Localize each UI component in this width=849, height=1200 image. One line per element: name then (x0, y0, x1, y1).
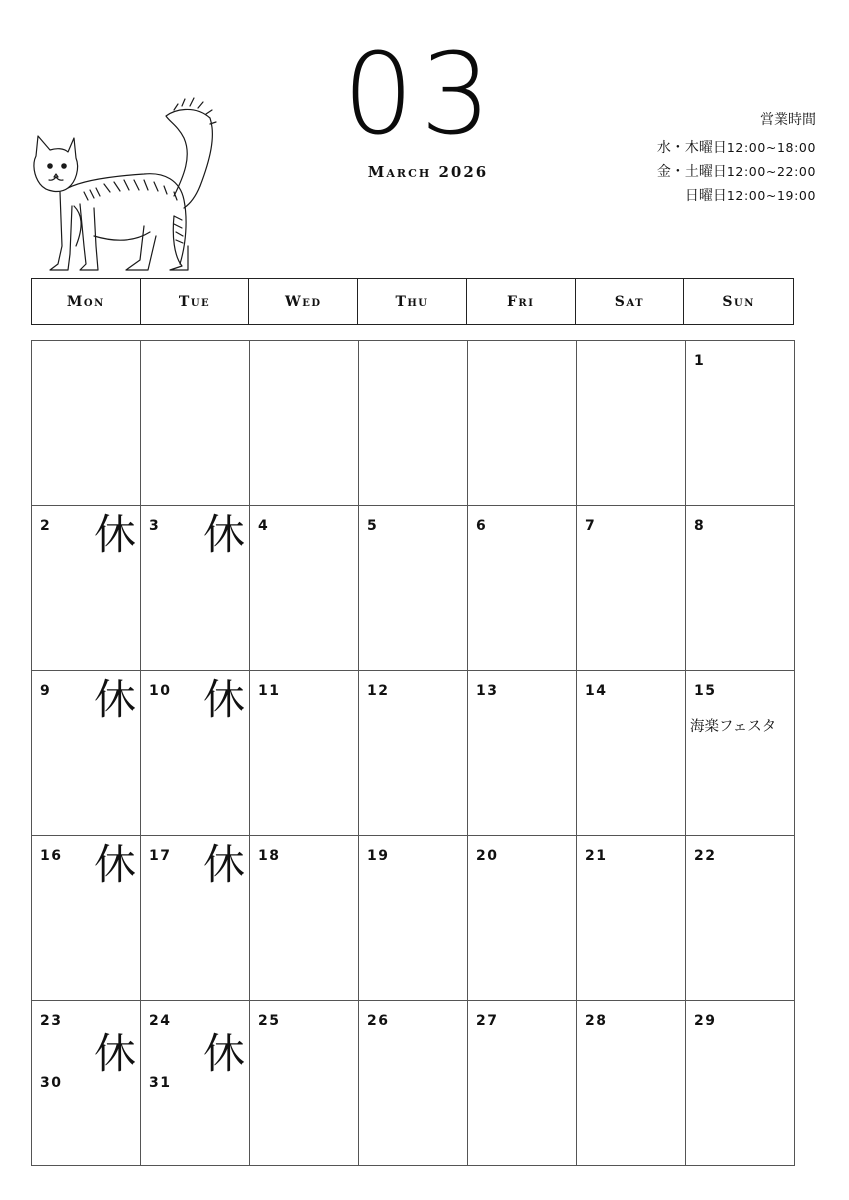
calendar-day-cell (359, 671, 468, 836)
weekday-header (31, 278, 794, 325)
calendar-day-cell (686, 506, 795, 671)
weekday-wed: Wed (249, 279, 358, 324)
hours-time: 12:00~19:00 (726, 188, 816, 203)
business-hours (556, 110, 816, 208)
weekday-mon: Mon (32, 279, 141, 324)
day-number: 10 (149, 683, 172, 699)
day-number: 6 (476, 518, 488, 534)
hours-time: 12:00~22:00 (726, 164, 816, 179)
calendar-day-cell (250, 506, 359, 671)
weekday-sat: Sat (576, 279, 685, 324)
weekday-sun: Sun (722, 293, 755, 310)
day-number: 28 (585, 1013, 608, 1029)
calendar-day-cell (686, 341, 795, 506)
day-number: 16 (40, 848, 63, 864)
closed-day-mark: 休 (93, 675, 136, 724)
day-number: 19 (367, 848, 390, 864)
day-number: 29 (694, 1013, 717, 1029)
calendar-grid (31, 340, 795, 1166)
business-hours-title: 営業時間 (760, 112, 816, 128)
hours-days: 日曜日 (684, 188, 727, 204)
calendar-day-cell (359, 341, 468, 506)
day-number: 22 (694, 848, 717, 864)
day-number: 27 (476, 1013, 499, 1029)
day-number: 20 (476, 848, 499, 864)
calendar-day-cell (686, 836, 795, 1001)
day-number: 26 (367, 1013, 390, 1029)
calendar-day-cell (577, 341, 686, 506)
hours-time: 12:00~18:00 (726, 140, 816, 155)
closed-day-mark: 休 (93, 840, 136, 889)
business-hours-row (556, 136, 816, 160)
calendar-day-cell (32, 1001, 141, 1166)
day-number: 11 (258, 683, 281, 699)
calendar-day-cell (577, 671, 686, 836)
calendar-day-cell (468, 341, 577, 506)
closed-day-mark: 休 (202, 1029, 245, 1078)
closed-day-mark: 休 (202, 840, 245, 889)
day-number: 14 (585, 683, 608, 699)
day-number: 4 (258, 518, 270, 534)
month-number: 03 (342, 30, 498, 160)
calendar-day-cell (141, 341, 250, 506)
closed-day-mark: 休 (202, 510, 245, 559)
day-number: 17 (149, 848, 172, 864)
calendar-day-cell (32, 836, 141, 1001)
weekday-fri: Fri (467, 279, 576, 324)
hours-days: 金・土曜日 (656, 164, 727, 180)
calendar-day-cell (141, 671, 250, 836)
day-number: 15 (694, 683, 717, 699)
day-number: 18 (258, 848, 281, 864)
day-number-secondary: 31 (149, 1075, 172, 1091)
calendar-day-cell (32, 506, 141, 671)
day-number: 24 (149, 1013, 172, 1029)
day-number: 13 (476, 683, 499, 699)
calendar-day-cell (250, 671, 359, 836)
closed-day-mark: 休 (93, 510, 136, 559)
calendar-day-cell (686, 671, 795, 836)
calendar-day-cell (577, 1001, 686, 1166)
calendar-day-cell (468, 836, 577, 1001)
calendar-day-cell (359, 506, 468, 671)
day-number: 23 (40, 1013, 63, 1029)
calendar-day-cell (468, 671, 577, 836)
calendar-day-cell (141, 1001, 250, 1166)
calendar-day-cell (141, 836, 250, 1001)
day-number: 2 (40, 518, 52, 534)
calendar-day-cell (32, 341, 141, 506)
calendar-day-cell (359, 836, 468, 1001)
event-label: 海楽フェスタ (690, 719, 777, 735)
day-number: 8 (694, 518, 706, 534)
day-number-secondary: 30 (40, 1075, 63, 1091)
calendar-day-cell (141, 506, 250, 671)
day-number: 1 (694, 353, 706, 369)
weekday-tue: Tue (141, 279, 250, 324)
calendar-day-cell (32, 671, 141, 836)
business-hours-row (556, 160, 816, 184)
day-number: 5 (367, 518, 379, 534)
day-number: 12 (367, 683, 390, 699)
calendar-day-cell (686, 1001, 795, 1166)
calendar-day-cell (577, 506, 686, 671)
calendar-day-cell (250, 836, 359, 1001)
calendar-day-cell (250, 341, 359, 506)
weekday-thu: Thu (358, 279, 467, 324)
hours-days: 水・木曜日 (656, 140, 727, 156)
month-label: March 2026 (367, 163, 489, 181)
day-number: 25 (258, 1013, 281, 1029)
calendar-day-cell (577, 836, 686, 1001)
business-hours-row (556, 184, 816, 208)
day-number: 3 (149, 518, 161, 534)
calendar-day-cell (250, 1001, 359, 1166)
calendar-day-cell (468, 506, 577, 671)
closed-day-mark: 休 (93, 1029, 136, 1078)
calendar-day-cell (359, 1001, 468, 1166)
calendar-day-cell (468, 1001, 577, 1166)
day-number: 7 (585, 518, 597, 534)
closed-day-mark: 休 (202, 675, 245, 724)
day-number: 9 (40, 683, 52, 699)
day-number: 21 (585, 848, 608, 864)
